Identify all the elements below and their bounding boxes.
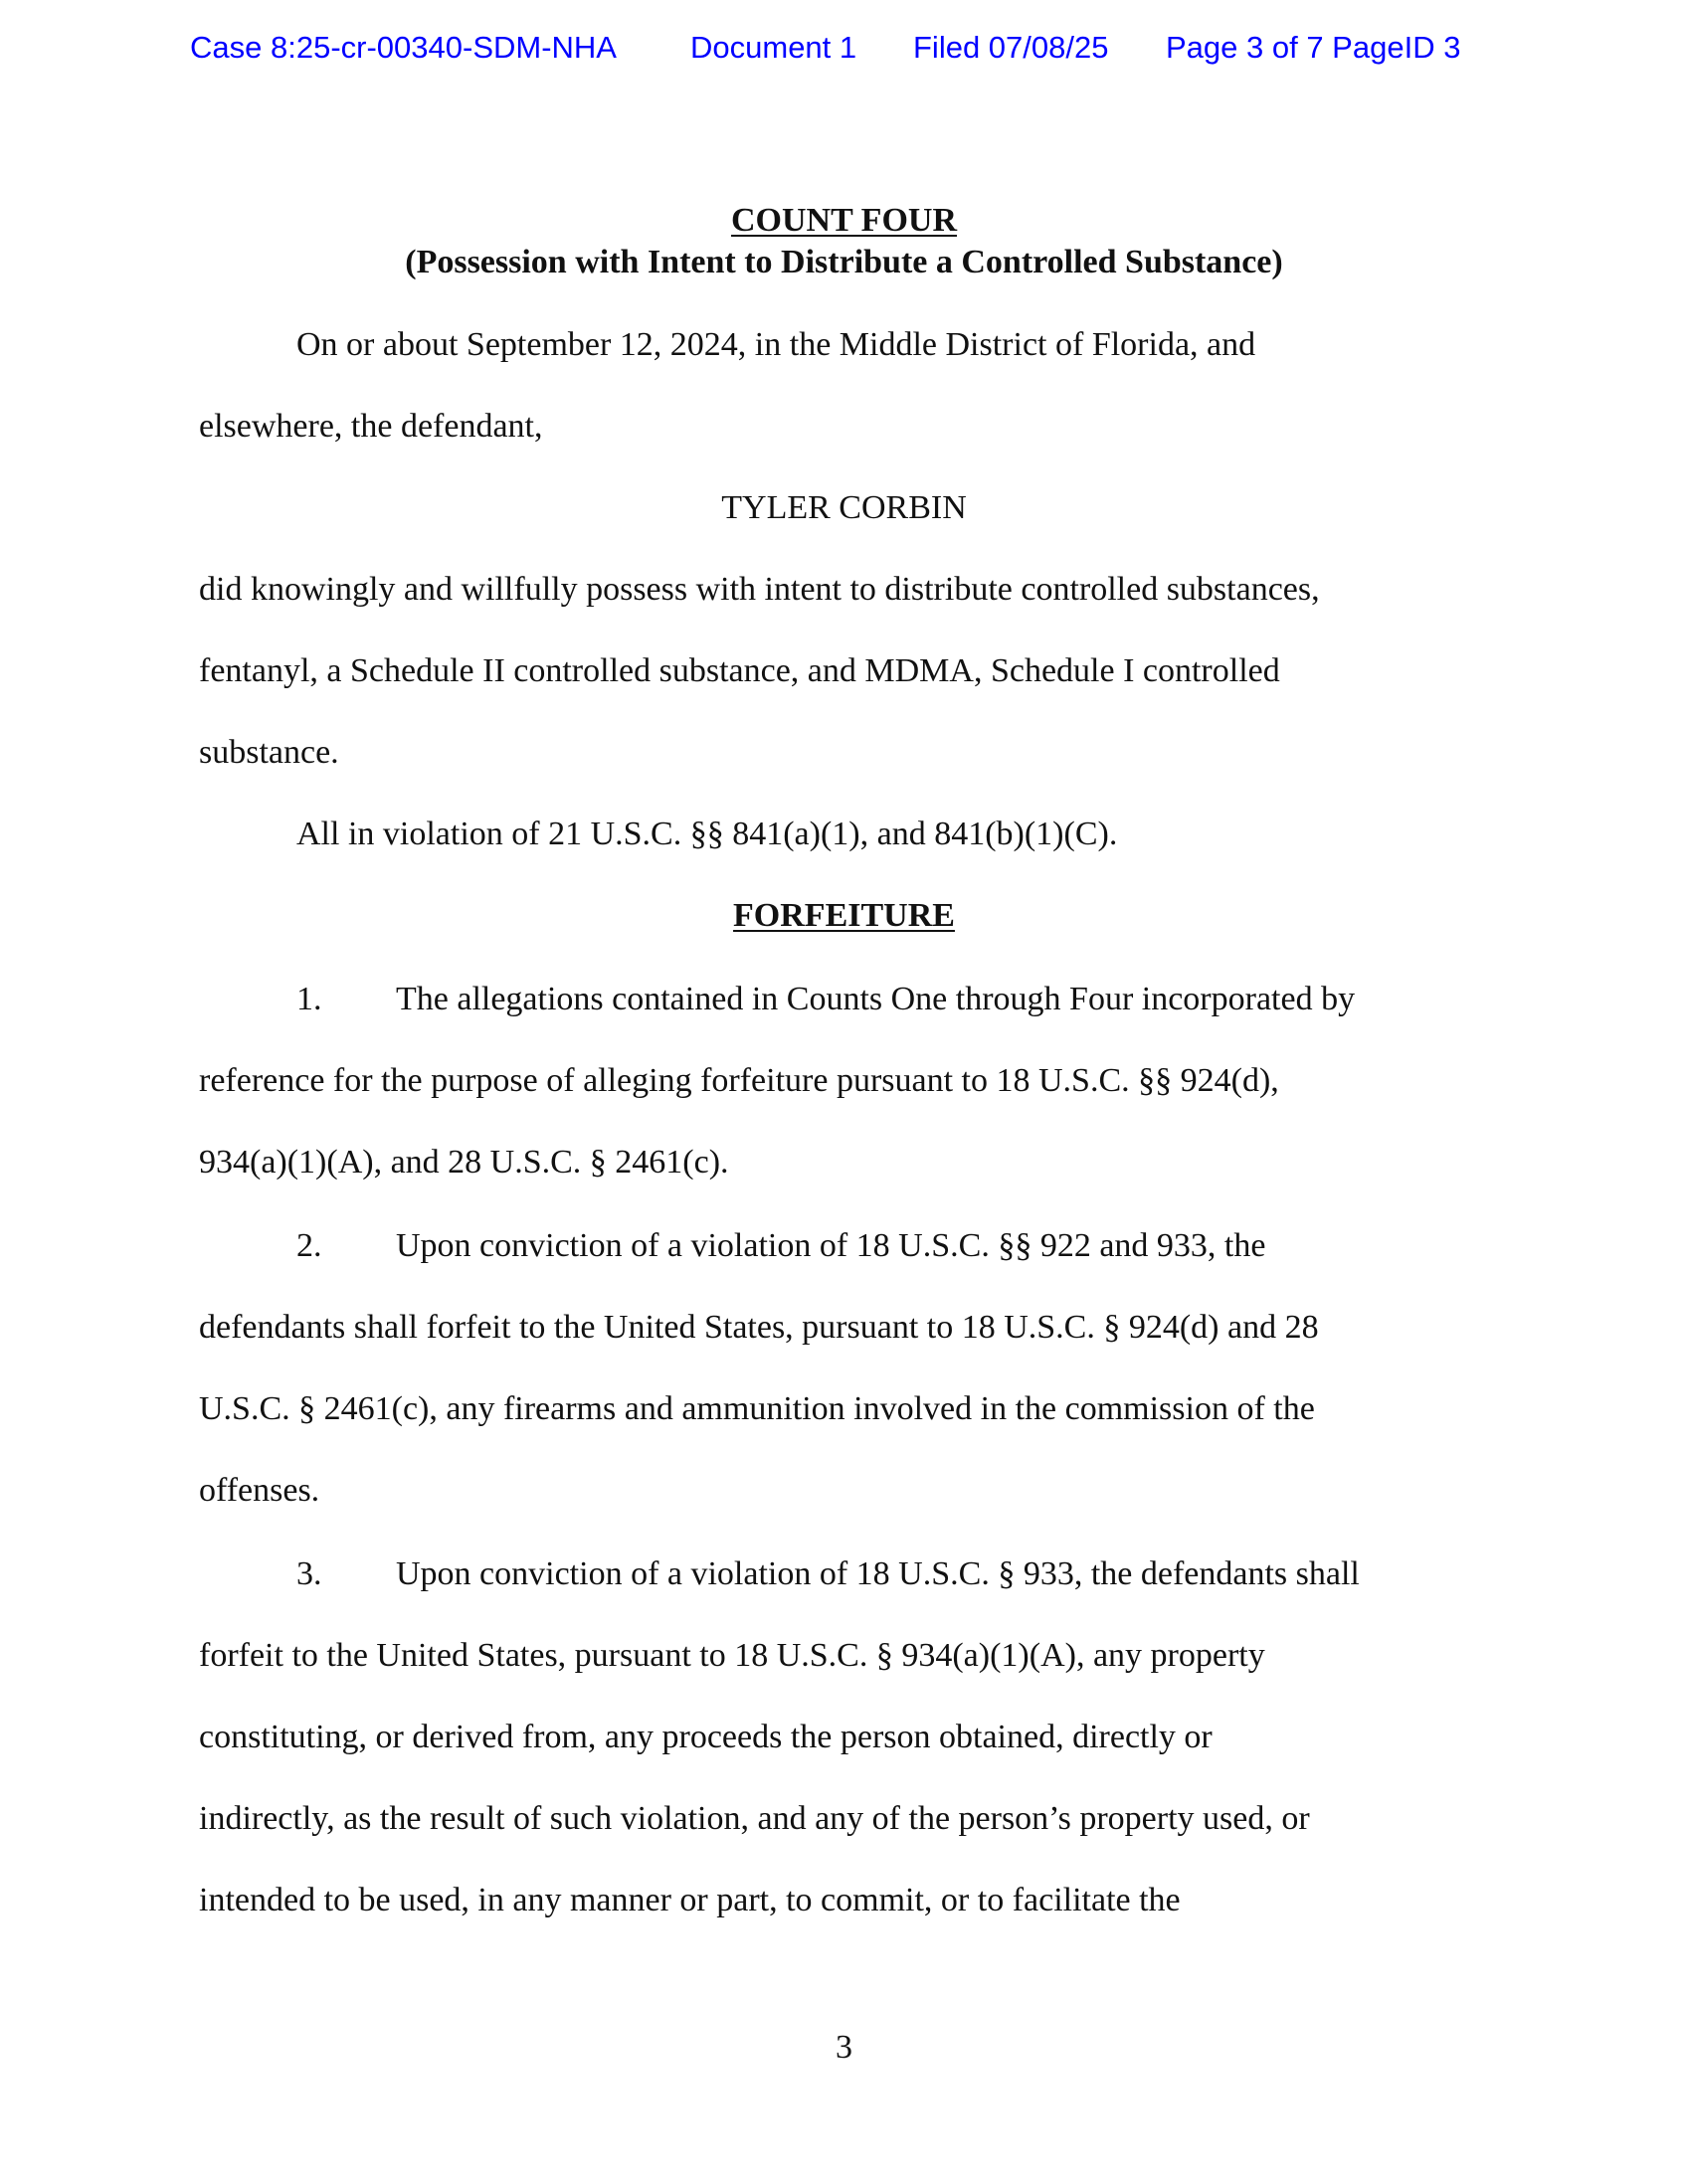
defendant-name: TYLER CORBIN: [721, 489, 967, 526]
body-line: On or about September 12, 2024, in the Middle District of Florida, and: [296, 326, 1256, 363]
paragraph-text: Upon conviction of a violation of 18 U.S.C. § 933, the defendants shall: [396, 1555, 1360, 1592]
case-header: [0, 30, 1688, 70]
body-line: constituting, or derived from, any proceeds the person obtained, directly or: [199, 1719, 1213, 1755]
count-four-heading: [0, 201, 1688, 241]
forfeiture-heading: [0, 896, 1688, 936]
violation-statement: All in violation of 21 U.S.C. §§ 841(a)(1), and 841(b)(1)(C).: [296, 816, 1118, 852]
body-line: fentanyl, a Schedule II controlled substance, and MDMA, Schedule I controlled: [199, 652, 1280, 689]
count-four-subtitle: (Possession with Intent to Distribute a Controlled Substance): [405, 244, 1283, 280]
document-number: Document 1: [690, 30, 857, 65]
body-line: reference for the purpose of alleging forfeiture pursuant to 18 U.S.C. §§ 924(d),: [199, 1062, 1279, 1099]
body-line: U.S.C. § 2461(c), any firearms and ammunition involved in the commission of the: [199, 1390, 1315, 1427]
count-four-title: COUNT FOUR: [731, 202, 957, 239]
body-line: did knowingly and willfully possess with intent to distribute controlled substances,: [199, 571, 1320, 608]
paragraph-2-first-line: [296, 1226, 1265, 1266]
filed-date: Filed 07/08/25: [913, 30, 1109, 65]
paragraph-3-first-line: [296, 1554, 1360, 1594]
paragraph-number: 3.: [296, 1555, 322, 1592]
body-line: indirectly, as the result of such violation, and any of the person’s property used, or: [199, 1800, 1310, 1837]
paragraph-number: 2.: [296, 1227, 322, 1264]
forfeiture-title: FORFEITURE: [733, 897, 955, 934]
body-line: 934(a)(1)(A), and 28 U.S.C. § 2461(c).: [199, 1144, 729, 1181]
case-number: Case 8:25-cr-00340-SDM-NHA: [190, 30, 617, 65]
body-line: intended to be used, in any manner or part, to commit, or to facilitate the: [199, 1882, 1181, 1918]
paragraph-number: 1.: [296, 981, 322, 1017]
paragraph-text: The allegations contained in Counts One through Four incorporated by: [396, 981, 1356, 1017]
body-line: substance.: [199, 734, 339, 771]
page-number: 3: [836, 2029, 852, 2066]
paragraph-text: Upon conviction of a violation of 18 U.S.C. §§ 922 and 933, the: [396, 1227, 1266, 1264]
body-line: forfeit to the United States, pursuant to 18 U.S.C. § 934(a)(1)(A), any property: [199, 1637, 1265, 1674]
body-line: elsewhere, the defendant,: [199, 408, 543, 445]
body-line: offenses.: [199, 1472, 320, 1509]
paragraph-1-first-line: [296, 980, 1355, 1019]
body-line: defendants shall forfeit to the United States, pursuant to 18 U.S.C. § 924(d) and 28: [199, 1309, 1319, 1346]
page-id: Page 3 of 7 PageID 3: [1166, 30, 1461, 65]
